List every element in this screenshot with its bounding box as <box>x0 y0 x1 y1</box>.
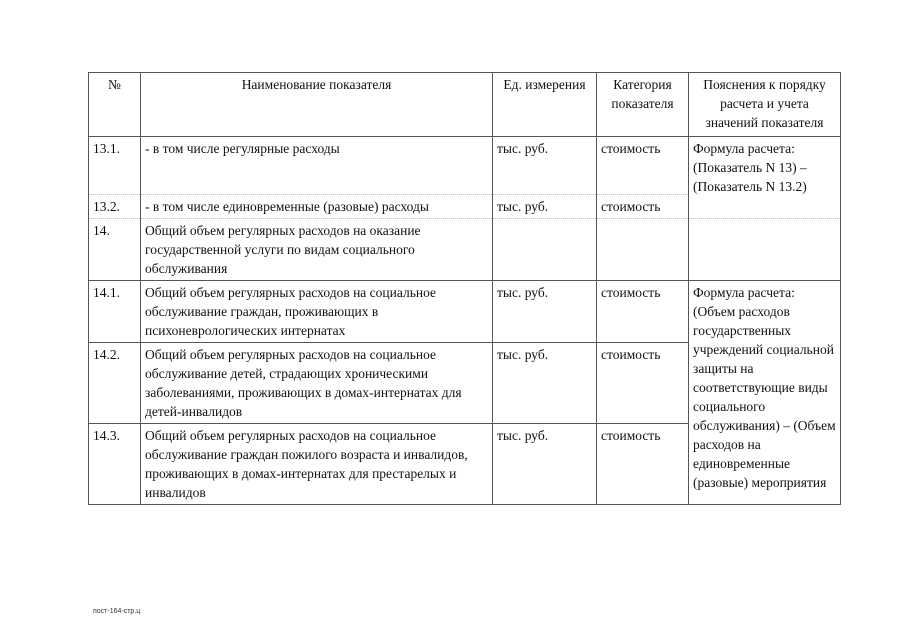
row-name: - в том числе единовременные (разовые) расходы <box>141 195 493 219</box>
row-unit: тыс. руб. <box>493 137 597 195</box>
page-footer: пост-164-стр.ц <box>93 608 141 615</box>
table-row <box>89 137 841 195</box>
notes-formula-14: Формула расчета: (Объем расходов государственных учреждений социальной защиты на соответствующие виды социального обслуживания) – (Объем расходов на единовременные (разовые) мероприятия <box>689 281 841 505</box>
notes-empty <box>689 219 841 281</box>
row-unit <box>493 219 597 281</box>
row-category <box>597 219 689 281</box>
row-unit: тыс. руб. <box>493 195 597 219</box>
header-name: Наименование показателя <box>141 73 493 137</box>
row-num: 14.1. <box>89 281 141 343</box>
notes-formula-13: Формула расчета: (Показатель N 13) – (Показатель N 13.2) <box>689 137 841 219</box>
row-category: стоимость <box>597 281 689 343</box>
header-category: Категория показателя <box>597 73 689 137</box>
row-num: 13.2. <box>89 195 141 219</box>
row-unit: тыс. руб. <box>493 281 597 343</box>
header-notes: Пояснения к порядку расчета и учета значений показателя <box>689 73 841 137</box>
indicators-table <box>88 72 841 505</box>
row-unit: тыс. руб. <box>493 343 597 424</box>
row-category: стоимость <box>597 195 689 219</box>
row-num: 14. <box>89 219 141 281</box>
row-category: стоимость <box>597 137 689 195</box>
row-num: 14.3. <box>89 424 141 505</box>
row-name: Общий объем регулярных расходов на социальное обслуживание детей, страдающих хроническими заболеваниями, проживающих в домах-интернатах для детей-инвалидов <box>141 343 493 424</box>
header-row <box>89 73 841 137</box>
row-category: стоимость <box>597 343 689 424</box>
table-row <box>89 281 841 343</box>
header-unit: Ед. измерения <box>493 73 597 137</box>
row-num: 13.1. <box>89 137 141 195</box>
row-name: - в том числе регулярные расходы <box>141 137 493 195</box>
row-num: 14.2. <box>89 343 141 424</box>
row-category: стоимость <box>597 424 689 505</box>
table-row <box>89 219 841 281</box>
row-name: Общий объем регулярных расходов на оказание государственной услуги по видам социального обслуживания <box>141 219 493 281</box>
row-name: Общий объем регулярных расходов на социальное обслуживание граждан пожилого возраста и инвалидов, проживающих в домах-интернатах для престарелых и инвалидов <box>141 424 493 505</box>
header-num: № <box>89 73 141 137</box>
row-name: Общий объем регулярных расходов на социальное обслуживание граждан, проживающих в психоневрологических интернатах <box>141 281 493 343</box>
row-unit: тыс. руб. <box>493 424 597 505</box>
